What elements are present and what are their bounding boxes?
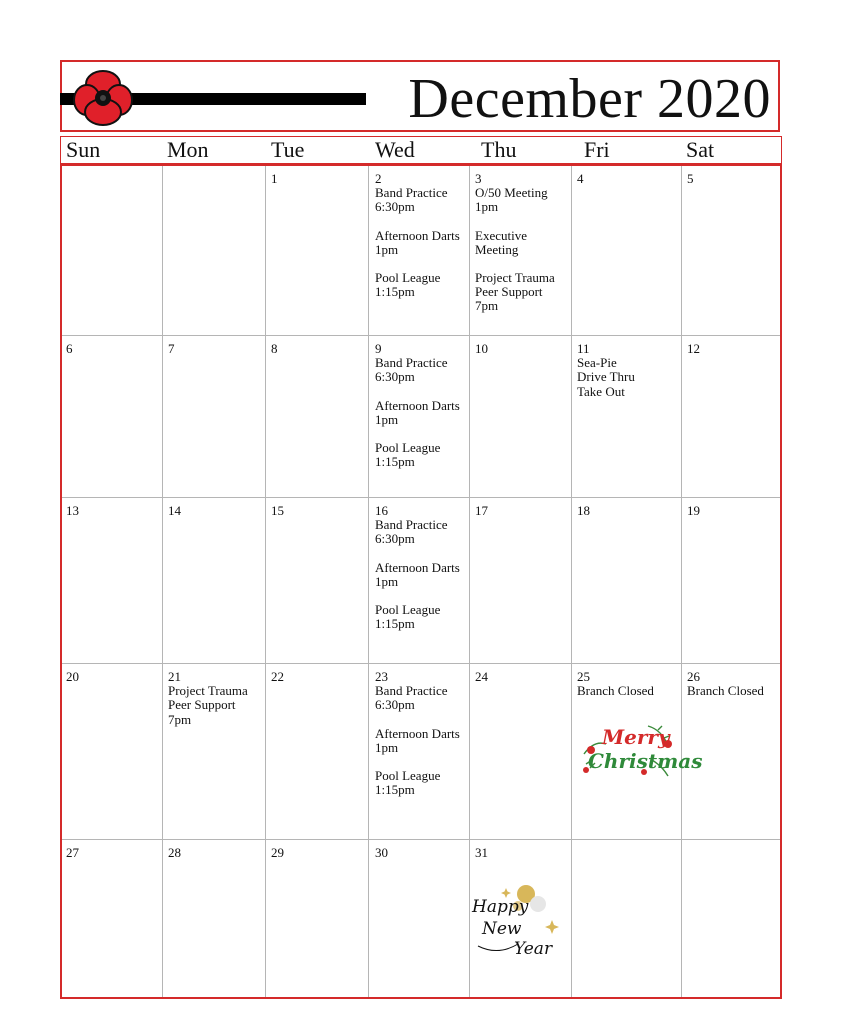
- event-line: 6:30pm: [375, 697, 415, 713]
- day-number: 4: [577, 171, 584, 186]
- event-line: 6:30pm: [375, 369, 415, 385]
- day-number: 25: [577, 669, 590, 684]
- day-number: 3: [475, 171, 482, 186]
- day-number: 8: [271, 341, 278, 356]
- event-line: 1pm: [375, 573, 399, 589]
- day-cell-12: [687, 342, 700, 356]
- day-cell-1: [271, 172, 278, 186]
- event-line: 7pm: [475, 298, 499, 314]
- event-line: Project Trauma: [168, 683, 248, 699]
- event-line: 1:15pm: [375, 454, 415, 470]
- grid-divider: [162, 166, 163, 997]
- day-number: 30: [375, 845, 388, 860]
- day-cell-15: [271, 504, 284, 518]
- day-number: 6: [66, 341, 73, 356]
- weekday-sat: Sat: [686, 137, 715, 162]
- grid-divider: [62, 839, 780, 840]
- event-line: Afternoon Darts: [375, 397, 460, 413]
- day-number: 5: [687, 171, 694, 186]
- day-number: 23: [375, 669, 388, 684]
- day-number: 22: [271, 669, 284, 684]
- weekday-thu: Thu: [481, 137, 517, 162]
- day-number: 29: [271, 845, 284, 860]
- day-number: 1: [271, 171, 278, 186]
- event-line: O/50 Meeting: [475, 185, 548, 201]
- day-cell-2: [375, 172, 460, 299]
- day-number: 12: [687, 341, 700, 356]
- month-title: December 2020: [408, 68, 771, 130]
- day-number: 24: [475, 669, 488, 684]
- day-cell-11: [577, 342, 635, 399]
- day-number: 15: [271, 503, 284, 518]
- svg-text:Merry: Merry: [602, 725, 670, 749]
- grid-divider: [681, 166, 682, 997]
- day-number: 7: [168, 341, 175, 356]
- event-line: Band Practice: [375, 185, 448, 201]
- event-line: 6:30pm: [375, 199, 415, 215]
- day-number: 13: [66, 503, 79, 518]
- svg-text:New: New: [482, 919, 522, 939]
- event-line: Afternoon Darts: [375, 559, 460, 575]
- day-cell-9: [375, 342, 460, 469]
- event-line: 1pm: [375, 411, 399, 427]
- event-line: Drive Thru: [577, 369, 635, 385]
- event-line: 6:30pm: [375, 531, 415, 547]
- weekday-mon: Mon: [167, 137, 209, 162]
- weekday-sun: Sun: [66, 137, 101, 162]
- event-line: Afternoon Darts: [375, 227, 460, 243]
- grid-divider: [469, 166, 470, 997]
- day-cell-3: [475, 172, 555, 314]
- day-cell-20: [66, 670, 79, 684]
- event-line: Peer Support: [168, 697, 236, 713]
- event-line: Branch Closed: [687, 683, 764, 699]
- svg-text:Happy: Happy: [472, 897, 529, 917]
- weekday-fri: Fri: [584, 137, 610, 162]
- event-line: Pool League: [375, 768, 441, 784]
- event-line: Peer Support: [475, 284, 543, 300]
- day-number: 21: [168, 669, 181, 684]
- event-line: 1pm: [375, 241, 399, 257]
- day-number: 9: [375, 341, 382, 356]
- grid-divider: [571, 166, 572, 997]
- day-cell-14: [168, 504, 181, 518]
- day-number: 10: [475, 341, 488, 356]
- day-cell-7: [168, 342, 175, 356]
- svg-text:Christmas: Christmas: [588, 749, 703, 773]
- day-number: 2: [375, 171, 382, 186]
- day-cell-30: [375, 846, 388, 860]
- event-line: Band Practice: [375, 683, 448, 699]
- event-line: 1:15pm: [375, 782, 415, 798]
- happy-new-year-sticker-icon: [470, 880, 570, 962]
- weekday-wed: Wed: [375, 137, 415, 162]
- day-cell-6: [66, 342, 73, 356]
- day-cell-21: [168, 670, 248, 727]
- day-number: 18: [577, 503, 590, 518]
- event-line: Pool League: [375, 270, 441, 286]
- event-line: 1pm: [475, 199, 499, 215]
- day-cell-4: [577, 172, 584, 186]
- day-cell-29: [271, 846, 284, 860]
- event-line: Sea-Pie: [577, 355, 617, 371]
- day-cell-13: [66, 504, 79, 518]
- day-number: 26: [687, 669, 700, 684]
- event-line: Pool League: [375, 602, 441, 618]
- event-line: Pool League: [375, 440, 441, 456]
- event-line: Executive: [475, 227, 527, 243]
- day-cell-28: [168, 846, 181, 860]
- day-cell-31: [475, 846, 488, 860]
- day-number: 31: [475, 845, 488, 860]
- event-line: Meeting: [475, 241, 519, 257]
- grid-divider: [62, 335, 780, 336]
- day-cell-25: [577, 670, 654, 698]
- poppy-logo-icon: [72, 69, 134, 127]
- event-line: 1pm: [375, 739, 399, 755]
- day-cell-5: [687, 172, 694, 186]
- event-line: 1:15pm: [375, 616, 415, 632]
- day-number: 11: [577, 341, 590, 356]
- day-number: 17: [475, 503, 488, 518]
- day-number: 28: [168, 845, 181, 860]
- weekday-tue: Tue: [271, 137, 305, 162]
- day-cell-8: [271, 342, 278, 356]
- day-cell-23: [375, 670, 460, 797]
- day-cell-17: [475, 504, 488, 518]
- day-number: 19: [687, 503, 700, 518]
- day-cell-24: [475, 670, 488, 684]
- day-cell-22: [271, 670, 284, 684]
- day-cell-10: [475, 342, 488, 356]
- merry-christmas-sticker-icon: [578, 716, 703, 782]
- day-cell-18: [577, 504, 590, 518]
- grid-divider: [62, 497, 780, 498]
- event-line: Branch Closed: [577, 683, 654, 699]
- event-line: Take Out: [577, 383, 625, 399]
- day-number: 14: [168, 503, 181, 518]
- event-line: Afternoon Darts: [375, 725, 460, 741]
- svg-text:Year: Year: [514, 939, 553, 959]
- day-cell-19: [687, 504, 700, 518]
- day-number: 27: [66, 845, 79, 860]
- event-line: Project Trauma: [475, 270, 555, 286]
- day-number: 16: [375, 503, 388, 518]
- event-line: 7pm: [168, 711, 192, 727]
- grid-divider: [368, 166, 369, 997]
- day-cell-26: [687, 670, 764, 698]
- grid-divider: [265, 166, 266, 997]
- event-line: Band Practice: [375, 355, 448, 371]
- day-cell-16: [375, 504, 460, 631]
- day-cell-27: [66, 846, 79, 860]
- day-number: 20: [66, 669, 79, 684]
- grid-divider: [62, 663, 780, 664]
- event-line: Band Practice: [375, 517, 448, 533]
- event-line: 1:15pm: [375, 284, 415, 300]
